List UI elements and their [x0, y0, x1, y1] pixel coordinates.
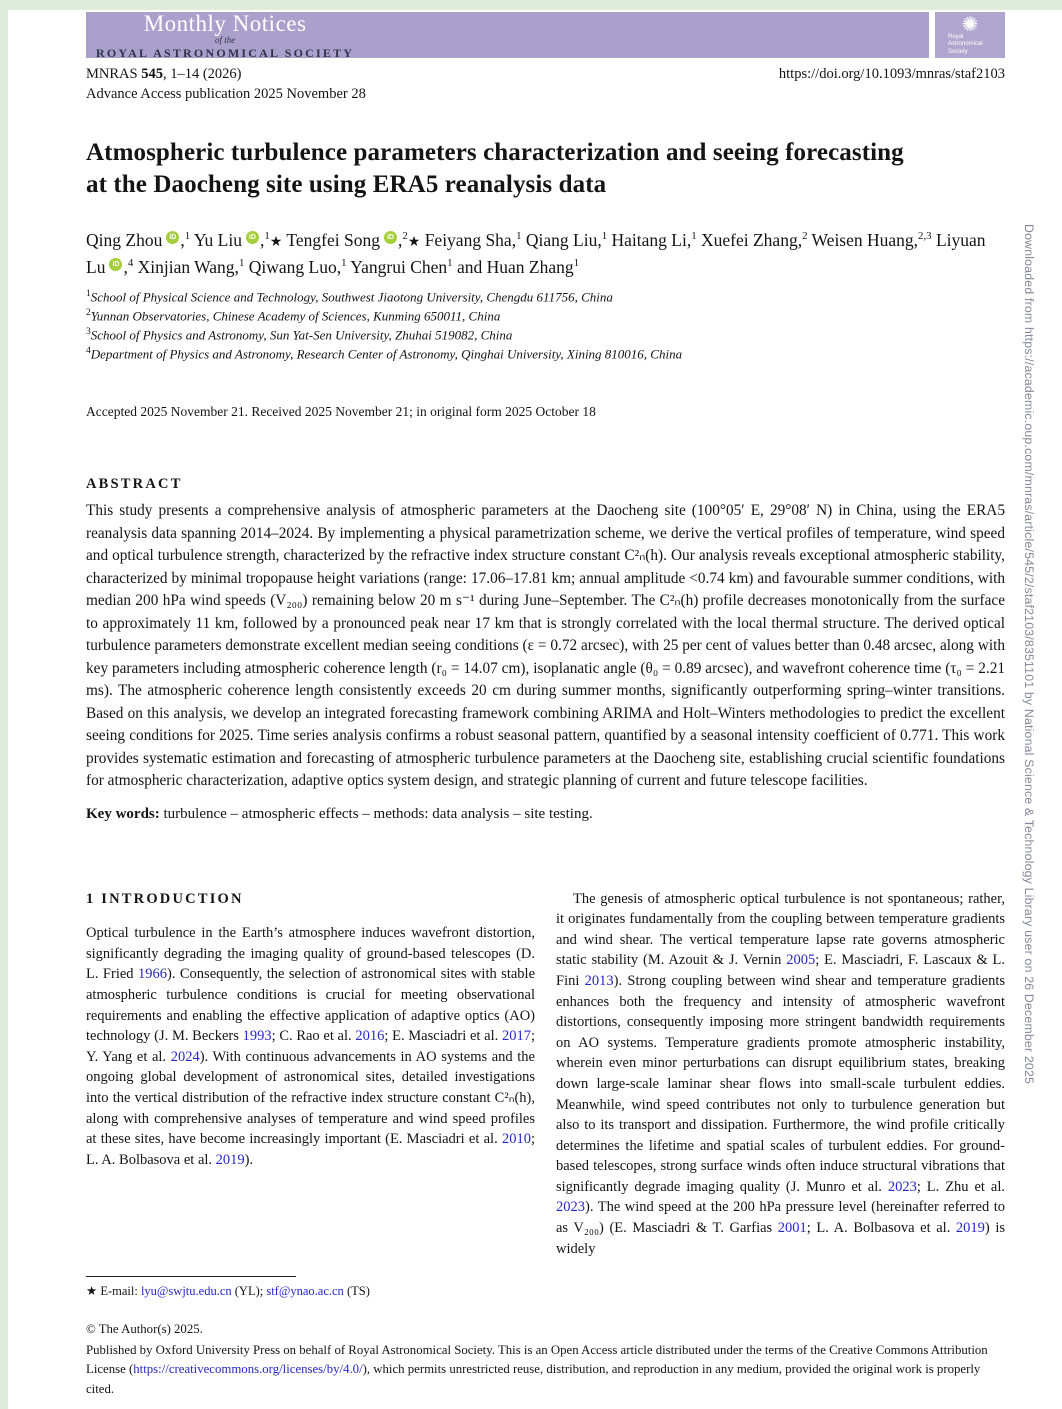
- journal-title: Monthly Notices: [143, 10, 307, 36]
- text-segment: ,: [180, 229, 185, 250]
- article-history: Accepted 2025 November 21. Received 2025 November 21; in original form 2025 October 18: [86, 404, 596, 420]
- journal-masthead: [86, 12, 929, 58]
- text-segment: 2: [802, 229, 808, 242]
- text-segment: ,: [259, 229, 265, 250]
- affiliation-text: Department of Physics and Astronomy, Research Center of Astronomy, Qinghai University, Xining 810016, China: [90, 346, 683, 362]
- corresponding-author-star: ★: [269, 234, 283, 250]
- text-segment: Feiyang Sha,: [420, 229, 517, 250]
- text-segment: 1: [691, 229, 697, 242]
- citation-link[interactable]: 2019: [215, 1151, 245, 1168]
- citation-link[interactable]: 2001: [777, 1219, 807, 1236]
- text-segment: ). With continuous advancements in AO systems and the ongoing global development of astronomical sites, detailed investigations into the vertical distribution of the refractive index structure constant C²ₙ(h), along with comprehensive analyses of temperature and wind speed profiles at these sites, have become increasingly important (E. Masciadri et al.: [86, 1048, 535, 1148]
- orcid-icon: iD: [109, 258, 122, 271]
- citation-link[interactable]: 2010: [501, 1131, 531, 1148]
- hyperlink[interactable]: stf@ynao.ac.cn: [266, 1284, 344, 1298]
- citation-link[interactable]: 2019: [955, 1219, 985, 1236]
- text-segment: ,: [397, 229, 403, 250]
- journal-subtitle: of the: [214, 34, 236, 45]
- left-column: [86, 889, 535, 1259]
- keywords-label: Key words:: [86, 805, 160, 822]
- ras-logo-text: Royal Astronomical Society: [948, 33, 983, 55]
- text-segment: , 1–14 (2026): [162, 66, 242, 82]
- text-segment: Yu Liu: [190, 229, 242, 250]
- journal-citation: [86, 66, 242, 83]
- text-segment: 2,3: [918, 229, 932, 242]
- text-segment: Yangrui Chen: [346, 256, 448, 277]
- author-list: [86, 227, 991, 281]
- author-footnote: [86, 1276, 535, 1299]
- page-content: [86, 12, 1005, 1259]
- text-segment: Qing Zhou: [86, 229, 163, 250]
- intro-paragraph-right: [556, 889, 1005, 1259]
- copyright-footer: [86, 1320, 1005, 1399]
- section-heading-introduction: 1 INTRODUCTION: [86, 890, 244, 907]
- affiliation-text: School of Physical Science and Technology, Southwest Jiaotong University, Chengdu 611756, China: [90, 289, 613, 305]
- text-segment: and Huan Zhang: [452, 256, 574, 277]
- affiliation-text: School of Physics and Astronomy, Sun Yat-Sen University, Zhuhai 519082, China: [90, 327, 513, 343]
- citation-link[interactable]: 1993: [242, 1028, 272, 1045]
- download-attribution: Downloaded from https://academic.oup.com/mnras/article/545/2/staf2103/8351101 by National Science & Technology Library user on 26 December 2025: [1022, 224, 1036, 1085]
- abstract-body: This study presents a comprehensive analysis of atmospheric parameters at the Daocheng site (100°05′ E, 29°08′ N) in China, using the ERA5 reanalysis data spanning 2014–2024. By implementing a physical parametrization scheme, we derive the vertical profiles of temperature, wind speed and optical turbulence strength, characterized by the refractive index structure constant C²ₙ(h). Our analysis reveals exceptional atmospheric stability, characterized by minimal tropopause height variations (range: 17.06–17.81 km; annual amplitude <0.74 km) and favourable summer conditions, with median 200 hPa wind speeds (V₂₀₀) remaining below 20 m s⁻¹ during June–September. The C²ₙ(h) profile decreases monotonically from the surface to approximately 11 km, followed by a pronounced peak near 17 km that is strongly correlated with the local thermal structure. The derived optical turbulence parameters demonstrate excellent median seeing conditions (ε = 0.72 arcsec), with 25 per cent of values better than 0.48 arcsec, along with key parameters including atmospheric coherence length (r₀ = 14.07 cm), isoplanatic angle (θ₀ = 0.89 arcsec), and wavefront coherence time (τ₀ = 2.21 ms). The atmospheric coherence length consistently exceeds 20 cm during summer months, significantly outperforming spring–winter transitions. Based on this analysis, we develop an integrated forecasting framework combining ARIMA and Holt–Winters methodologies to predict the excellent seeing conditions for 2025. Time series analysis confirms a robust seasonal pattern, quantified by a seasonal intensity coefficient of 0.771. This work provides systematic estimation and forecasting of atmospheric turbulence parameters at the Daocheng site, establishing crucial scientific foundations for atmospheric characterization, adaptive optics system design, and strategic planning of current and future telescope facilities.: [86, 502, 1005, 790]
- citation-link[interactable]: 2013: [584, 973, 614, 990]
- text-segment: ; E. Masciadri, F. Lascaux & L. Fini: [556, 952, 1005, 990]
- scan-edge-left: [0, 0, 8, 1409]
- citation-link[interactable]: 1966: [137, 966, 167, 983]
- affiliation-item: [86, 345, 1005, 364]
- hyperlink[interactable]: https://creativecommons.org/licenses/by/4.0/: [133, 1362, 363, 1377]
- journal-society-name: ROYAL ASTRONOMICAL SOCIETY: [96, 45, 355, 60]
- text-segment: Qiwang Luo,: [244, 256, 342, 277]
- text-segment: 1: [601, 229, 608, 242]
- hyperlink[interactable]: lyu@swjtu.edu.cn: [140, 1284, 232, 1298]
- right-column: [556, 889, 1005, 1259]
- text-segment: 545: [141, 66, 163, 82]
- email-footnote: [86, 1283, 535, 1299]
- text-segment: Published by Oxford University Press on behalf of Royal Astronomical Society. This is an Open Access article distributed under the terms of the Creative Commons Attribution License (: [86, 1343, 988, 1377]
- text-segment: Weisen Huang,: [807, 229, 919, 250]
- affiliation-item: [86, 307, 1005, 326]
- text-segment: ). Consequently, the selection of astronomical sites with stable atmospheric turbulence conditions is crucial for meeting observational requirements and enabling the effective application of adaptive optics (AO) technology (J. M. Beckers: [86, 966, 536, 1045]
- scan-edge-top: [0, 0, 1062, 10]
- text-segment: ). Strong coupling between wind shear and temperature gradients enhances both the frequency and intensity of atmospheric wavefront distortions, consequently imposing more stringent bandwidth requirements on AO systems. Temperature gradients promote atmospheric instability, wherein even minor perturbations can disrupt equilibrium states, breaking down large-scale laminar shear flows into small-scale turbulent eddies. Meanwhile, wind speed contributes not only to turbulence generation but also to its transport and dissipation. Furthermore, the wind profile critically determines the lifetime and spatial scales of turbulent eddies. For ground-based telescopes, strong surface winds often induce structural vibrations that significantly degrade imaging quality (J. Munro et al.: [556, 973, 1005, 1195]
- orcid-icon: iD: [384, 231, 397, 244]
- text-segment: Tengfei Song: [282, 229, 380, 250]
- text-segment: ★ E-mail:: [86, 1284, 141, 1298]
- text-segment: Qiang Liu,: [521, 229, 602, 250]
- two-column-body: [86, 889, 1005, 1259]
- keywords-text: turbulence – atmospheric effects – methods: data analysis – site testing.: [159, 805, 593, 822]
- corresponding-author-star: ★: [407, 234, 421, 250]
- abstract-section: [86, 476, 1005, 792]
- affiliation-number: 1: [86, 288, 91, 299]
- affiliation-item: [86, 288, 1005, 307]
- text-segment: ), which permits unrestricted reuse, distribution, and reproduction in any medium, provided the original work is properly cited.: [86, 1362, 981, 1396]
- citation-link[interactable]: 2017: [501, 1028, 531, 1045]
- footnote-rule: [86, 1276, 296, 1277]
- text-segment: ; E. Masciadri et al.: [384, 1028, 502, 1045]
- article-title: Atmospheric turbulence parameters characterization and seeing forecasting at the Daocheng site using ERA5 reanalysis data: [86, 139, 904, 198]
- text-segment: 4: [127, 256, 134, 269]
- text-segment: Haitang Li,: [607, 229, 692, 250]
- text-segment: 2: [402, 229, 408, 242]
- text-segment: MNRAS: [86, 66, 142, 82]
- orcid-icon: iD: [246, 231, 259, 244]
- text-segment: 1: [264, 229, 270, 242]
- text-segment: ). The wind speed at the 200 hPa pressure level (hereinafter referred to as V₂₀₀) (E. Masciadri & T. Garfias: [556, 1199, 1005, 1236]
- masthead-text-block: [86, 12, 354, 59]
- text-segment: The genesis of atmospheric optical turbulence is not spontaneous; rather, it originates fundamentally from the coupling between temperature gradients and wind shear. The vertical temperature lapse rate governs atmospheric static stability (M. Azouit & J. Vernin: [556, 890, 1005, 969]
- citation-link[interactable]: 2024: [170, 1048, 200, 1065]
- ras-logo: [935, 12, 1005, 58]
- abstract-heading: ABSTRACT: [86, 476, 183, 493]
- text-segment: 1: [184, 229, 191, 242]
- text-segment: (TS): [343, 1284, 370, 1298]
- text-segment: ; L. A. Bolbasova et al.: [86, 1131, 535, 1168]
- affiliation-number: 3: [86, 327, 91, 338]
- keywords-line: [86, 806, 1005, 823]
- copyright-line: © The Author(s) 2025.: [86, 1322, 203, 1336]
- text-segment: Liyuan Lu: [86, 229, 986, 277]
- citation-link[interactable]: 2023: [556, 1199, 585, 1216]
- journal-banner: [86, 12, 1005, 58]
- advance-access-note: Advance Access publication 2025 November 28: [86, 86, 366, 102]
- intro-paragraph-left: [86, 923, 535, 1170]
- affiliation-number: 2: [86, 307, 91, 318]
- text-segment: Optical turbulence in the Earth’s atmosphere induces wavefront distortion, significantly degrading the imaging quality of ground-based telescopes (D. L. Fried: [86, 925, 535, 983]
- text-segment: ; C. Rao et al.: [271, 1028, 356, 1045]
- ras-starburst-icon: ✺: [961, 11, 979, 36]
- citation-link[interactable]: 2023: [887, 1178, 917, 1195]
- citation-link[interactable]: 2005: [786, 952, 816, 969]
- citation-link[interactable]: 2016: [355, 1028, 385, 1045]
- affiliation-list: [86, 288, 1005, 365]
- text-segment: Xinjian Wang,: [133, 256, 239, 277]
- affiliation-number: 4: [86, 346, 91, 357]
- affiliation-text: Yunnan Observatories, Chinese Academy of Sciences, Kunming 650011, China: [90, 308, 501, 324]
- text-segment: 1: [341, 256, 347, 269]
- text-segment: ) is widely: [556, 1219, 1006, 1257]
- text-segment: ; Y. Yang et al.: [86, 1028, 535, 1065]
- orcid-icon: iD: [166, 231, 179, 244]
- text-segment: ; L. Zhu et al.: [916, 1178, 1005, 1195]
- text-segment: 1: [516, 229, 522, 242]
- journal-meta-row: [86, 66, 1005, 83]
- text-segment: 1: [238, 256, 245, 269]
- text-segment: ,: [123, 256, 128, 277]
- license-text: [86, 1341, 1005, 1399]
- affiliation-item: [86, 326, 1005, 345]
- text-segment: ; L. A. Bolbasova et al.: [806, 1219, 956, 1236]
- doi-link[interactable]: https://doi.org/10.1093/mnras/staf2103: [778, 66, 1005, 82]
- text-segment: 1: [573, 256, 580, 269]
- text-segment: (YL);: [231, 1284, 267, 1298]
- text-segment: ).: [244, 1151, 254, 1168]
- text-segment: 1: [447, 256, 453, 269]
- text-segment: Xuefei Zhang,: [696, 229, 803, 250]
